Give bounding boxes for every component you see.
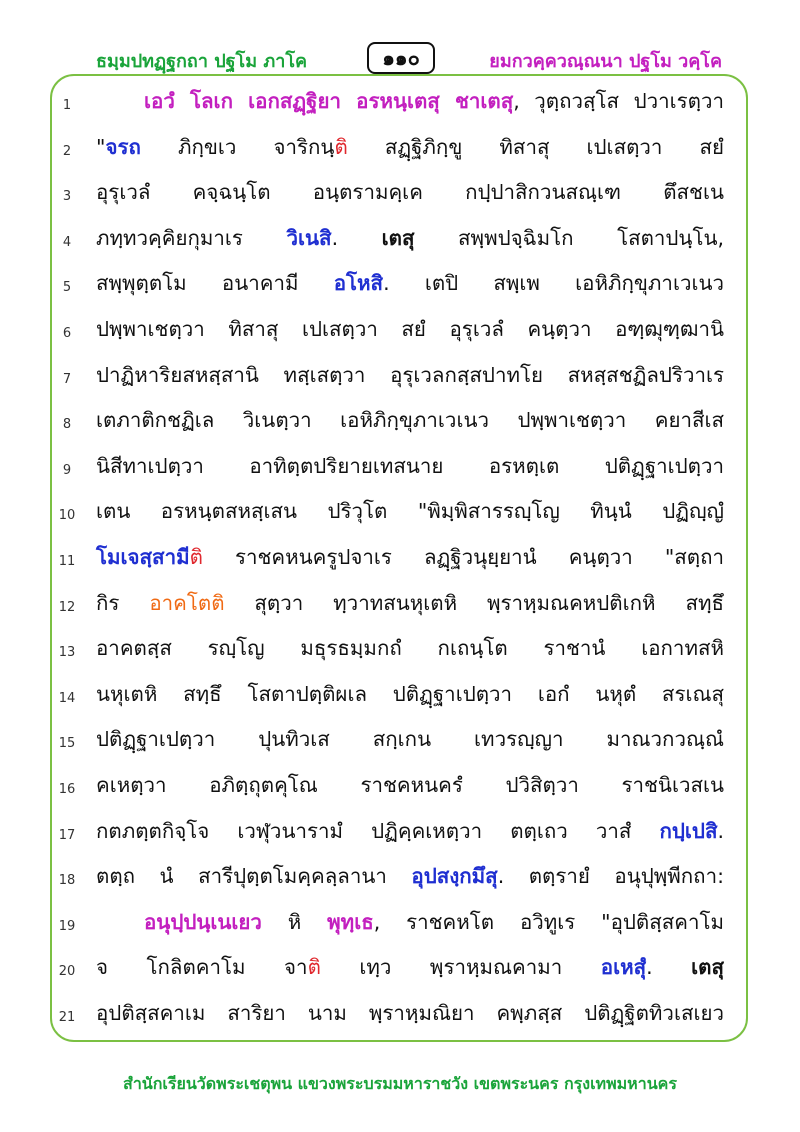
text-line: [0, 356, 800, 400]
text-segment: หิ: [261, 909, 328, 934]
text-segment: , วุตฺถวสฺโส ปวาเรตฺวา: [513, 89, 724, 113]
line-text: [96, 724, 724, 754]
text-segment: เตภาติกชฏิเล วิเนตฺวา เอหิภิกฺขุภาเวเนว ปพฺพาเชตฺวา คยาสีเส: [96, 408, 724, 433]
text-segment: สุตฺวา ทฺวาทสนหุเตหิ พฺราหฺมณคหปติเกหิ สทฺธึ: [224, 590, 724, 615]
text-segment: , ราชคหโต อวิทูเร "อุปติสฺสคาโม: [373, 909, 725, 934]
text-segment: .: [331, 225, 382, 250]
book-title: ธมฺมปทฏฺฐกถา ปฐโม ภาโค: [96, 51, 308, 72]
text-segment: ปพฺพาเชตฺวา ทิสาสุ เปเสตฺวา สยํ อุรุเวลํ คนฺตฺวา อฑฺฒุฑฺฒานิ: [96, 317, 724, 341]
line-text: [96, 314, 724, 344]
highlighted-term: ติ: [307, 955, 321, 980]
line-text: [96, 360, 724, 390]
text-segment: เตน อรหนฺตสหสฺเสน ปริวุโต "พิมฺพิสารรญฺโญ ทินฺนํ ปฏิญฺญํ: [96, 499, 724, 524]
line-number: 18: [58, 873, 76, 889]
text-segment: ตตฺถ นํ สารีปุตฺตโมคฺคลฺลานา: [96, 864, 412, 889]
text-segment: .: [717, 818, 724, 843]
highlighted-term: กปฺเปสิ: [659, 818, 718, 843]
line-number: 3: [62, 189, 72, 205]
text-segment: สพฺพปจฺฉิมโก โสตาปนฺโน,: [414, 225, 724, 250]
text-segment: นิสีทาเปตฺวา อาทิตฺตปริยายเทสนาย อรหตฺเต ปติฏฺฐาเปตฺวา: [96, 453, 724, 478]
text-segment: อุรุเวลํ คจฺฉนฺโต อนฺตรามคฺเค กปฺปาสิกวนสณฺเฑ ตึสชเน: [96, 180, 724, 205]
text-line: [0, 538, 800, 582]
text-line: [0, 766, 800, 810]
text-line: [0, 948, 800, 992]
line-text: [96, 268, 724, 298]
highlighted-term: อาคโตติ: [149, 590, 225, 615]
highlighted-term: จรถ: [105, 134, 141, 159]
text-segment: สฏฺฐิภิกฺขู ทิสาสุ เปเสตฺวา สยํ: [347, 134, 725, 159]
line-number: 2: [62, 143, 72, 159]
line-number: 14: [58, 690, 76, 706]
text-line: [0, 720, 800, 764]
text-segment: ราชคหนครูปจาเร ลฏฺฐิวนุยฺยานํ คนฺตฺวา "สตฺถา: [202, 545, 724, 569]
line-number: 7: [62, 371, 72, 387]
text-line: [0, 173, 800, 217]
line-text: [96, 998, 724, 1028]
text-line: [0, 492, 800, 536]
text-segment: . ตตฺรายํ อนุปุพฺพีกถา:: [497, 864, 724, 889]
text-segment: ปาฏิหาริยสหสฺสานิ ทสฺเสตฺวา อุรุเวลกสฺสปาทโย สหสฺสชฏิลปริวาเร: [96, 362, 724, 387]
line-number: 19: [58, 918, 76, 934]
text-line: [0, 401, 800, 445]
line-text: [96, 405, 724, 435]
text-segment: อุปติสฺสคาเม สาริยา นาม พฺราหฺมณิยา คพฺภสฺส ปติฏฺฐิตทิวเสเยว: [96, 1001, 724, 1025]
line-text: [96, 633, 724, 663]
text-line: [0, 584, 800, 628]
highlighted-term: อุปสงฺกมึสุ: [411, 864, 498, 889]
line-number: 20: [58, 964, 76, 980]
highlighted-term: พุทฺเธ: [327, 909, 374, 934]
text-segment: อาคตสฺส รญฺโญ มธุรธมฺมกถํ กเถนฺโต ราชานํ เอกาทสหิ: [96, 636, 724, 661]
text-segment: ภทฺทวคฺคิยกุมาเร: [96, 225, 287, 250]
line-text: [96, 588, 724, 618]
text-line: [0, 994, 800, 1038]
text-line: [0, 903, 800, 947]
text-segment: สพฺพุตฺตโม อนาคามี: [96, 271, 334, 296]
highlighted-term: วิเนสิ: [286, 225, 332, 250]
text-segment: ": [96, 134, 106, 159]
line-number: 8: [62, 417, 72, 433]
text-segment: ภิกฺขเว จาริกนฺ: [140, 134, 335, 159]
line-number: 13: [58, 645, 76, 661]
line-text: [96, 770, 724, 800]
line-text: [96, 132, 724, 162]
line-number: 16: [58, 782, 76, 797]
text-segment: กตภตฺตกิจฺโจ เวฬุวนารามํ ปฏิคฺคเหตฺวา ตตฺเถว วาสํ: [96, 818, 660, 843]
line-text: [96, 496, 724, 526]
line-text: [96, 177, 724, 207]
line-text: [96, 451, 724, 481]
highlighted-term: เตสุ: [381, 225, 415, 250]
line-text: [96, 542, 724, 572]
highlighted-term: อนุปฺปนฺเนเยว: [144, 909, 262, 934]
highlighted-term: อโหสิ: [333, 271, 384, 296]
page-number-box: ๑๑๐: [367, 42, 435, 74]
text-line: [0, 857, 800, 901]
text-segment: กิร: [96, 590, 150, 615]
text-segment: . เตปิ สพฺเพ เอหิภิกฺขุภาเวเนว: [383, 271, 724, 296]
line-text: [96, 223, 724, 253]
text-line: [0, 675, 800, 719]
text-line: [0, 219, 800, 263]
line-text: [96, 816, 724, 846]
line-number: 4: [62, 234, 72, 250]
line-text: [96, 952, 724, 982]
line-number: 6: [62, 326, 72, 341]
text-segment: คเหตฺวา อภิตฺถุตคุโณ ราชคหนครํ ปวิสิตฺวา ราชนิเวสเน: [96, 773, 724, 797]
highlighted-term: เตสุ: [691, 955, 724, 980]
text-line: [0, 447, 800, 491]
line-number: 21: [58, 1010, 76, 1025]
line-text: [96, 861, 724, 891]
text-line: [0, 264, 800, 308]
line-text: [96, 907, 724, 937]
text-line: [0, 82, 800, 126]
line-number: 12: [58, 599, 76, 615]
text-segment: จ โกลิตคาโม จา: [96, 955, 308, 980]
line-text: [96, 679, 724, 709]
highlighted-term: ติ: [189, 545, 203, 569]
chapter-title: ยมกวคฺควณฺณนา ปฐโม วคฺโค: [489, 51, 722, 72]
text-segment: เทฺว พฺราหฺมณคามา: [320, 955, 601, 980]
text-line: [0, 629, 800, 673]
text-line: [0, 812, 800, 856]
text-segment: .: [646, 955, 692, 980]
text-line: [0, 128, 800, 172]
highlighted-term: เอวํ โลเก เอกสฏฺฐิยา อรหนฺเตสุ ชาเตสุ: [144, 89, 514, 113]
line-text: [96, 86, 724, 116]
text-line: [0, 310, 800, 354]
text-segment: ปติฏฺฐาเปตฺวา ปุนทิวเส สกฺเกน เทวรญฺญา มาณวกวณฺณํ: [96, 727, 724, 752]
line-number: 9: [62, 462, 72, 478]
line-number: 11: [58, 554, 76, 569]
highlighted-term: โมเจสฺสามี: [96, 545, 190, 569]
footer-text: สำนักเรียนวัดพระเชตุพน แขวงพระบรมมหาราชวัง เขตพระนคร กรุงเทพมหานคร: [123, 1074, 677, 1093]
line-number: 5: [62, 280, 72, 296]
highlighted-term: อเหสุํ: [600, 955, 647, 980]
highlighted-term: ติ: [334, 134, 348, 159]
line-number: 15: [58, 736, 76, 752]
line-number: 17: [58, 827, 76, 843]
line-number: 10: [58, 508, 76, 524]
text-segment: นหุเตหิ สทฺธึ โสตาปตฺติผเล ปติฏฺฐาเปตฺวา เอกํ นหุตํ สรเณสุ: [96, 681, 724, 706]
line-number: 1: [62, 98, 72, 113]
